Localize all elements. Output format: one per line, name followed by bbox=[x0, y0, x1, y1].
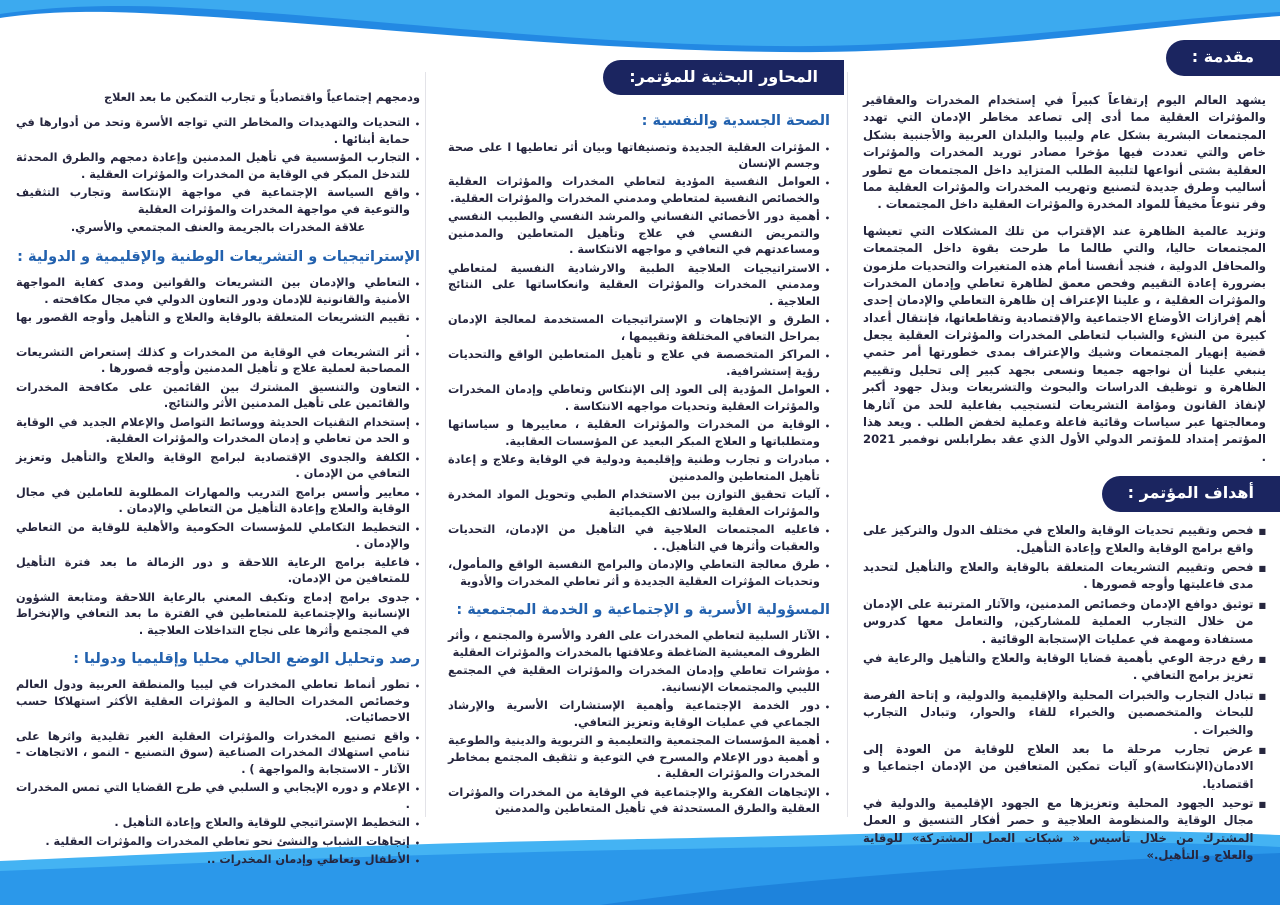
list-item bbox=[448, 347, 830, 380]
bullet-icon: • bbox=[414, 190, 420, 200]
bullet-icon: • bbox=[414, 733, 420, 743]
list-item bbox=[16, 852, 420, 868]
list-item bbox=[16, 780, 420, 813]
list-item bbox=[16, 275, 420, 308]
section-items bbox=[448, 140, 830, 591]
list-item-text: الطرق و الإتجاهات و الإستراتيجيات المستخدمة لمعالجة الإدمان بمراحل التعافي المختلفة وتقييمها ، bbox=[448, 313, 820, 343]
list-item bbox=[448, 785, 830, 818]
bullet-icon: • bbox=[414, 155, 420, 165]
list-item bbox=[448, 209, 830, 258]
bullet-icon: • bbox=[414, 559, 420, 569]
list-item-text: العوامل المؤدية إلى العود إلى الإنتكاس وتعاطي وإدمان المخدرات والمؤثرات العقلية وتحديات مواجهه الانتكاسة . bbox=[448, 383, 820, 413]
bullet-icon: • bbox=[414, 315, 420, 324]
list-item bbox=[16, 450, 420, 483]
bullet-icon: • bbox=[414, 349, 420, 359]
section-heading: المسؤولية الأسرية و الإجتماعية و الخدمة المجتمعية : bbox=[456, 602, 830, 619]
axes-title: المحاور البحثية للمؤتمر: bbox=[629, 67, 818, 86]
section-items bbox=[448, 628, 830, 817]
list-item bbox=[448, 174, 830, 207]
list-item-text: توثيق دوافع الإدمان وخصائص المدمنين، والآثار المترتبة على الإدمان من خلال التجارب العملية للمشاركين, والتعامل معها كدروس مستفادة ومهمة في عمليات الإستجابة الوقائية . bbox=[863, 596, 1254, 646]
list-item-text: جدوى برامج إدماج وتكيف المعني بالرعاية اللاحقة ومتابعة الشؤون الإنسانية والإجتماعية للمتعاطين في الفترة ما بعد التعافي والإنخراط في المجتمع وأثرها على نجاح التداخلات العلاجية . bbox=[16, 590, 410, 637]
list-item-text: الإتجاهات الفكرية والإجتماعية في الوقاية من المخدرات والمؤثرات العقلية والطرق المستحدثة في تأهيل المتعاطين والمدمنين bbox=[448, 785, 820, 816]
objectives-title: أهداف المؤتمر : bbox=[1127, 483, 1254, 503]
bullet-icon: ■ bbox=[1258, 691, 1266, 701]
bullet-icon: • bbox=[414, 820, 420, 830]
list-item bbox=[16, 150, 420, 183]
bullet-icon: ■ bbox=[1258, 654, 1266, 664]
axes-sections bbox=[432, 111, 844, 817]
list-item-text: عرض تجارب مرحلة ما بعد العلاج للوقاية من العودة إلى الادمان(الإنتكاسة)و آليات تمكين المتعافين من الإدمان اجتماعيا و اقتصاديا. bbox=[863, 741, 1254, 791]
list-item-text: التجارب المؤسسية في تأهيل المدمنين وإعادة دمجهم والطرق المحدثة للتدخل المبكر في الوقاية من المخدرات والمؤثرات العقلية . bbox=[16, 151, 410, 181]
bullet-icon: • bbox=[824, 457, 830, 467]
bullet-icon: • bbox=[414, 594, 420, 604]
list-item-text: الكلفة والجدوى الإقتصادية لبرامج الوقاية والعلاج والتأهيل وتعزيز التعافي من الإدمان . bbox=[16, 450, 410, 481]
bullet-icon: • bbox=[414, 419, 420, 429]
bullet-icon: • bbox=[824, 668, 830, 678]
list-item-text: العوامل النفسية المؤدية لتعاطي المخدرات والمؤثرات العقلية والخصائص النفسية لمتعاطي ومدمني المخدرات والمؤثرات العقلية. bbox=[448, 175, 820, 205]
list-item bbox=[16, 520, 420, 553]
list-item-text: واقع تصنيع المخدرات والمؤثرات العقلية الغير تقليدية واثرها على تنامي استهلاك المخدرات الصناعية (سوق التصنيع - النمو ، الاتجاهات - الآثار - الاستجابة والمواجهة ) . bbox=[16, 729, 410, 776]
panel-introduction bbox=[847, 40, 1280, 867]
section-items bbox=[16, 677, 420, 868]
bullet-icon: • bbox=[414, 120, 420, 130]
bullet-icon: • bbox=[824, 492, 830, 502]
list-item bbox=[448, 733, 830, 782]
bullet-icon: • bbox=[824, 352, 830, 362]
list-item-text: التخطيط التكاملي للمؤسسات الحكومية والأهلية للوقاية من التعاطي والإدمان . bbox=[16, 520, 410, 551]
list-item bbox=[448, 312, 830, 345]
list-item-text: فاعلية برامج الرعاية اللاحقة و دور الزمالة ما بعد فترة التأهيل للمتعافين من الإدمان. bbox=[16, 555, 410, 586]
list-item-text: فحص وتقييم التشريعات المتعلقة بالوقاية والعلاج والتأهيل لتحديد مدى فاعليتها وأوجه قصورها . bbox=[863, 559, 1254, 592]
list-item-text: إتجاهات الشباب والنشئ نحو تعاطي المخدرات والمؤثرات العقلية . bbox=[45, 834, 410, 848]
bullet-icon: • bbox=[824, 179, 830, 189]
list-item bbox=[448, 382, 830, 415]
bullet-icon: • bbox=[414, 857, 420, 867]
list-item bbox=[16, 380, 420, 413]
section-heading: رصد وتحليل الوضع الحالي محليا وإقليميا ودوليا : bbox=[73, 651, 420, 668]
bullet-icon: • bbox=[824, 633, 830, 643]
list-item-text: آليات تحقيق التوازن بين الاستخدام الطبي وتحويل المواد المخدرة والمؤثرات العقلية والسلائف الكيميائية bbox=[448, 488, 820, 518]
bullet-icon: • bbox=[414, 454, 420, 464]
list-item-text: واقع السياسة الإجتماعية في مواجهة الإنتكاسة وتجارب التثقيف والتوعية في مواجهة المخدرات والمؤثرات العقلية bbox=[16, 186, 410, 216]
list-item-text: الإعلام و دوره الإيجابي و السلبي في طرح القضايا التي تمس المخدرات . bbox=[16, 781, 410, 811]
list-item-text: المؤثرات العقلية الجديدة وتصنيفاتها وبيان أثر تعاطيها ا على صحة وجسم الإنسان bbox=[448, 140, 820, 170]
list-item bbox=[16, 185, 420, 218]
bullet-icon: ■ bbox=[1258, 800, 1266, 810]
bullet-icon: • bbox=[824, 144, 830, 154]
list-item bbox=[448, 698, 830, 731]
list-item bbox=[16, 310, 420, 343]
list-item bbox=[448, 140, 830, 173]
intro-paragraph: وتزيد عالمية الظاهرة عند الإقتراب من تلك المشكلات التي تعيشها المجتمعات حاليا، والتي طالما ما طرحت بقوة داخل المجتمعات والمحافل الدولية ، فنجد أنفسنا أمام هذه المتغيرات والتحديات ملزمون بضرورة إعادة التقييم وفحص معمق لظاهرة تعاطي وإدمان المخدرات والمؤثرات العقلية ، و علينا الإعتراف إن ظاهرة التعاطي والإدمان إحدى أهم إفرازات الأوضاع الاجتماعية والإقتصادية وتقاطعاتها، فإنتقال أعداد كبيرة من النشء والشباب لتعاطى المخدرات والمؤثرات العقلية يجعل قضية إنهيار المجتمعات وشيك والإعتراف بمدى خطورتها أمر حتمي ينبغي علينا أن نواجهه جميعا ونسعى بجهد كبير إلى تحليل وتقييم الظاهرة و توظيف الدراسات والبحوث والتشريعات وبذل جهود أكبر لإنفاذ القانون ومؤامة التشريعات لتستجيب بفاعلية للحد من آثارها ومعالجتها عبر سياسات وقائية فاعلة وعملية لخفض الطلب . ويعد هذا المؤتمر إمتداد للمؤتمر الدولي الأول الذي عقد بطرابلس نوفمبر 2021 . bbox=[863, 223, 1266, 464]
list-item-text: تبادل التجارب والخبرات المحلية والإقليمية والدولية، و إتاحة الفرصة للبحاث والمتخصصين والخبراء للقاء والحوار، وتبادل التجارب والخبرات . bbox=[863, 687, 1254, 737]
objectives-list bbox=[847, 522, 1280, 864]
list-item-text: إستخدام التقنيات الحديثة ووسائط التواصل والإعلام الجديد في الوقاية و الحد من تعاطي و إدمان المخدرات والمؤثرات العقلية. bbox=[16, 415, 410, 446]
section-items bbox=[16, 275, 420, 639]
list-item bbox=[863, 650, 1266, 685]
bullet-icon: • bbox=[824, 562, 830, 572]
list-item bbox=[448, 452, 830, 485]
panel-research-axes bbox=[432, 60, 844, 820]
bullet-icon: • bbox=[824, 703, 830, 713]
objectives-title-pill bbox=[1102, 476, 1280, 512]
bullet-icon: • bbox=[824, 527, 830, 537]
list-item-text: المراكز المتخصصة في علاج و تأهيل المتعاطين الواقع والتحديات رؤية إستشرافية. bbox=[448, 348, 820, 378]
list-item-text: التحديات والتهديدات والمخاطر التي تواجه الأسرة وتحد من أدوارها في حماية أبنائها . bbox=[16, 116, 410, 146]
section-heading: الإستراتيجيات و التشريعات الوطنية والإقليمية و الدولية : bbox=[17, 248, 420, 265]
list-item bbox=[448, 663, 830, 696]
list-item bbox=[448, 261, 830, 310]
list-item bbox=[863, 596, 1266, 648]
list-item-text: الاستراتيجيات العلاجية الطبية والارشادية النفسية لمتعاطي ومدمني المخدرات والمؤثرات العقلية وانعكاساتها على النتائج العلاجية . bbox=[448, 261, 820, 308]
bullet-icon: ■ bbox=[1258, 527, 1266, 537]
list-item-text: مؤشرات تعاطي وإدمان المخدرات والمؤثرات العقلية في المجتمع الليبي والمجتمعات الإنسانية. bbox=[448, 664, 820, 694]
bullet-icon: • bbox=[824, 738, 830, 748]
list-item bbox=[16, 115, 420, 148]
bullet-icon: ■ bbox=[1258, 563, 1266, 573]
list-item bbox=[16, 485, 420, 518]
intro-paragraph: يشهد العالم اليوم إرتفاعاً كبيراً في إستخدام المخدرات والعقاقير والمؤثرات العقلية مما أدى إلى تصاعد مخاطر الإدمان التي تهدد المجتمعات البشرية بشكل عام وليبيا والبلدان العربية والأجنبية بشكل خاص والتي تعددت فيها مؤخرا مصادر توريد المخدرات والمؤثرات العقلية بشتى أنواعها لتلبية الطلب المتزايد داخل المجتمعات مع تطور أساليب وطرق جديدة لتصنيع وتهريب المخدرات والمؤثرات العقلية مما وفر تنوعاً مخيفاً للمواد المخدرة والمؤثرات العقلية داخل المجتمعات . bbox=[863, 93, 1266, 212]
list-item bbox=[16, 815, 420, 831]
bullet-icon: ■ bbox=[1258, 745, 1266, 755]
bullet-icon: • bbox=[414, 682, 420, 692]
bullet-icon: • bbox=[414, 524, 420, 534]
list-item-text: دور الخدمة الإجتماعية وأهمية الإستشارات الأسرية والإرشاد الجماعي في عمليات الوقاية وتعزيز التعافي. bbox=[448, 699, 820, 729]
list-item bbox=[16, 729, 420, 778]
bullet-icon: • bbox=[824, 265, 830, 275]
list-item-text: التعاطي والإدمان بين التشريعات والقوانين ومدى كفاية المواجهة الأمنية والقانونية للإدمان ودور التعاون الدولي في مجال مكافحته . bbox=[16, 276, 410, 306]
bullet-icon: • bbox=[824, 422, 830, 432]
bullet-icon: • bbox=[414, 838, 420, 848]
list-item bbox=[448, 487, 830, 520]
bullet-icon: • bbox=[824, 789, 830, 799]
list-item-text: أهمية دور الأخصائي النفساني والمرشد النفسي والطبيب النفسي والتمريض النفسي في علاج وتأهيل المتعاطين والمدمنين ومساعدتهم في التعافي و مواجهه الانتكاسة . bbox=[448, 210, 820, 257]
list-item bbox=[448, 417, 830, 450]
list-item bbox=[16, 555, 420, 588]
bullet-icon: • bbox=[414, 280, 420, 290]
panel-left-fold bbox=[2, 90, 428, 871]
bullet-icon: • bbox=[414, 785, 420, 795]
list-item-text: التعاون والتنسيق المشترك بين القائمين على مكافحة المخدرات والقائمين على تأهيل المدمنين الأثر والنتائج. bbox=[16, 380, 410, 411]
list-item-text: تقييم التشريعات المتعلقة بالوقاية والعلاج و التأهيل وأوجه القصور بها . bbox=[16, 311, 410, 341]
list-item-text: تطور أنماط تعاطي المخدرات في ليبيا والمنطقة العربية ودول العالم وخصائص المخدرات الحالية و المؤثرات العقلية الأكثر استهلاكا حسب الاحصائيات. bbox=[16, 678, 410, 725]
section-heading: الصحة الجسدية والنفسية : bbox=[641, 113, 830, 130]
tail-line: علاقة المخدرات بالجريمة والعنف المجتمعي والأسري. bbox=[70, 221, 366, 235]
list-item-text: أثر التشريعات في الوقاية من المخدرات و كذلك إستعراض التشريعات المصاحبة لعملية علاج و تأهيل المدمنين وأوجه قصورها . bbox=[16, 345, 410, 376]
list-item-text: الآثار السلبية لتعاطي المخدرات على الفرد والأسرة والمجتمع ، وأثر الظروف المعيشية الضاغطة وعلاقتها بالمخدرات والمؤثرات العقلية bbox=[448, 629, 820, 659]
bullet-icon: • bbox=[824, 214, 830, 224]
left-sections bbox=[16, 247, 420, 869]
list-item bbox=[448, 628, 830, 661]
bullet-icon: • bbox=[824, 387, 830, 397]
list-item bbox=[448, 557, 830, 590]
list-item-text: فحص وتقييم تحديات الوقاية والعلاج في مختلف الدول والتركيز على واقع برامج الوقاية والعلاج وإعادة التأهيل. bbox=[863, 523, 1254, 555]
list-item-text: طرق معالجة التعاطي والإدمان والبرامج النفسية الواقع والمأمول، وتحديات المؤثرات العقلية الجديدة و أثر تعاطي المخدرات والأدوية bbox=[448, 558, 820, 588]
bullet-icon: • bbox=[414, 489, 420, 499]
intro-paragraphs bbox=[847, 92, 1280, 466]
continuation-text: ودمجهم إجتماعياً واقتصادياً و تجارب التمكين ما بعد العلاج bbox=[103, 91, 420, 104]
list-item bbox=[863, 741, 1266, 793]
list-item-text: مبادرات و تجارب وطنية وإقليمية ودولية في الوقاية وعلاج و إعادة تأهيل المتعاطين والمدمنين bbox=[448, 453, 820, 483]
bullet-icon: • bbox=[824, 317, 830, 327]
list-item-text: توحيد الجهود المحلية وتعزيزها مع الجهود الإقليمية والدولية في مجال الوقاية والمنظومة العلاجية و حصر أفكار التنسيق و العمل المشترك من خلال تأسيس « شبكات العمل المشتركة» للوقاية والعلاج و التأهيل.» bbox=[863, 796, 1254, 863]
list-item bbox=[16, 590, 420, 639]
continuation-list bbox=[16, 115, 420, 218]
list-item bbox=[16, 345, 420, 378]
bullet-icon: ■ bbox=[1258, 600, 1266, 610]
list-item-text: التخطيط الإستراتيجي للوقاية والعلاج وإعادة التأهيل . bbox=[114, 816, 410, 830]
bullet-icon: • bbox=[414, 384, 420, 394]
list-item-text: فاعليه المجتمعات العلاجية في التأهيل من الإدمان، التحديات والعقبات وأثرها في التأهيل. . bbox=[448, 523, 820, 553]
list-item bbox=[16, 415, 420, 448]
list-item bbox=[863, 559, 1266, 594]
list-item bbox=[863, 795, 1266, 865]
list-item-text: رفع درجة الوعي بأهمية قضايا الوقاية والعلاج والتأهيل والرعاية في تعزيز برامج التعافي . bbox=[863, 650, 1254, 683]
intro-title-pill bbox=[1166, 40, 1280, 76]
list-item bbox=[448, 522, 830, 555]
axes-title-pill bbox=[603, 60, 844, 95]
list-item-text: الوقاية من المخدرات والمؤثرات العقلية ، معاييرها و سياساتها ومتطلباتها و العلاج المبكر البعيد عن المؤسسات العقابية. bbox=[448, 418, 820, 448]
list-item bbox=[16, 834, 420, 850]
list-item bbox=[16, 677, 420, 726]
list-item-text: معايير وأسس برامج التدريب والمهارات المطلوبة للعاملين في مجال الوقاية والعلاج وإعادة التأهيل من التعاطي والإدمان . bbox=[16, 485, 410, 516]
list-item bbox=[863, 522, 1266, 557]
intro-title: مقدمة : bbox=[1191, 47, 1254, 66]
list-item-text: الأطفال وتعاطي وإدمان المخدرات .. bbox=[206, 853, 410, 867]
list-item bbox=[863, 687, 1266, 739]
list-item-text: أهمية المؤسسات المجتمعية والتعليمية و التربوية والدينية والطوعية و أهمية دور الإعلام والمسرح في التوعية و تثقيف المجتمع بمخاطر المخدرات والمؤثرات العقلية . bbox=[448, 734, 820, 781]
